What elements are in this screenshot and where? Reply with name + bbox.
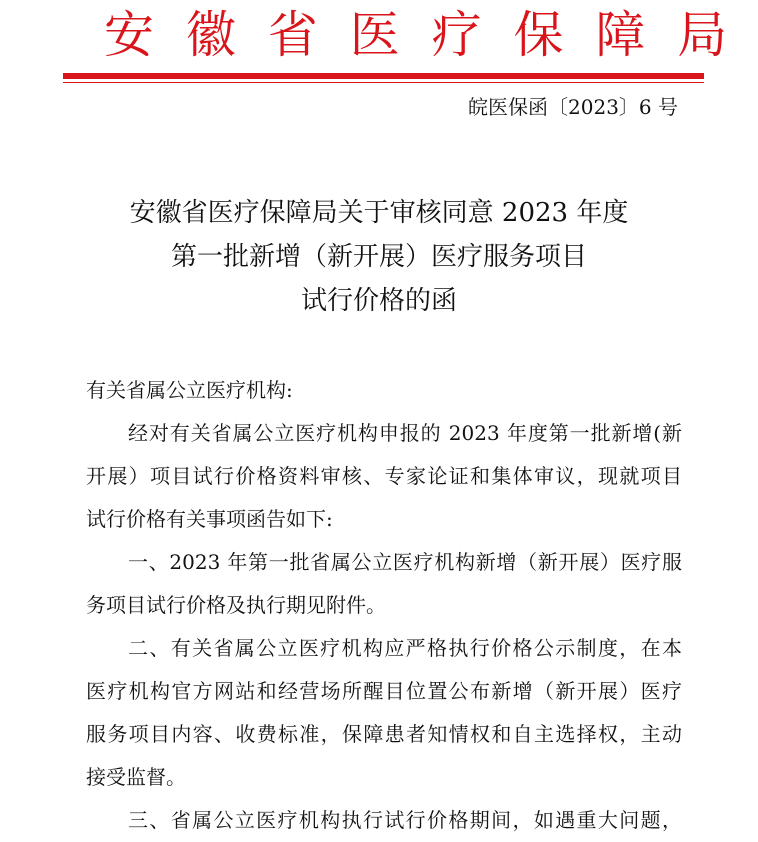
paragraph-4 <box>86 799 682 842</box>
paragraph-2 <box>86 541 682 627</box>
paragraph-line: 三、省属公立医疗机构执行试行价格期间，如遇重大问题， <box>128 808 682 832</box>
paragraph-line: 经对有关省属公立医疗机构申报的 2023 年度第一批新增(新 <box>128 421 682 445</box>
letterhead-org-name: 安 徽 省 医 疗 保 障 局 <box>104 6 736 64</box>
paragraph-line: 一、2023 年第一批省属公立医疗机构新增（新开展）医疗服 <box>128 550 682 574</box>
paragraph-line: 医疗机构官方网站和经营场所醒目位置公布新增（新开展）医疗 <box>86 679 682 703</box>
document-title-line-3: 试行价格的函 <box>300 286 457 316</box>
paragraph-line: 开展）项目试行价格资料审核、专家论证和集体审议，现就项目 <box>86 464 682 488</box>
document-number: 皖医保函〔2023〕6 号 <box>468 95 678 119</box>
document-title-line-1: 安徽省医疗保障局关于审核同意 2023 年度 <box>129 198 629 228</box>
paragraph-line: 试行价格有关事项函告如下: <box>86 507 333 531</box>
salutation <box>86 369 682 412</box>
paragraph-line: 接受监督。 <box>86 765 186 789</box>
paragraph-line: 二、有关省属公立医疗机构应严格执行价格公示制度，在本 <box>128 636 682 660</box>
salutation-text: 有关省属公立医疗机构: <box>86 378 293 402</box>
paragraph-line: 服务项目内容、收费标准，保障患者知情权和自主选择权，主动 <box>86 722 682 746</box>
paragraph-3 <box>86 627 682 799</box>
document-title-line-2: 第一批新增（新开展）医疗服务项目 <box>170 242 587 272</box>
paragraph-line: 务项目试行价格及执行期见附件。 <box>86 593 386 617</box>
letterhead-red-rule <box>63 73 704 79</box>
letterhead-red-rule-thin <box>63 82 704 83</box>
paragraph-1 <box>86 412 682 541</box>
